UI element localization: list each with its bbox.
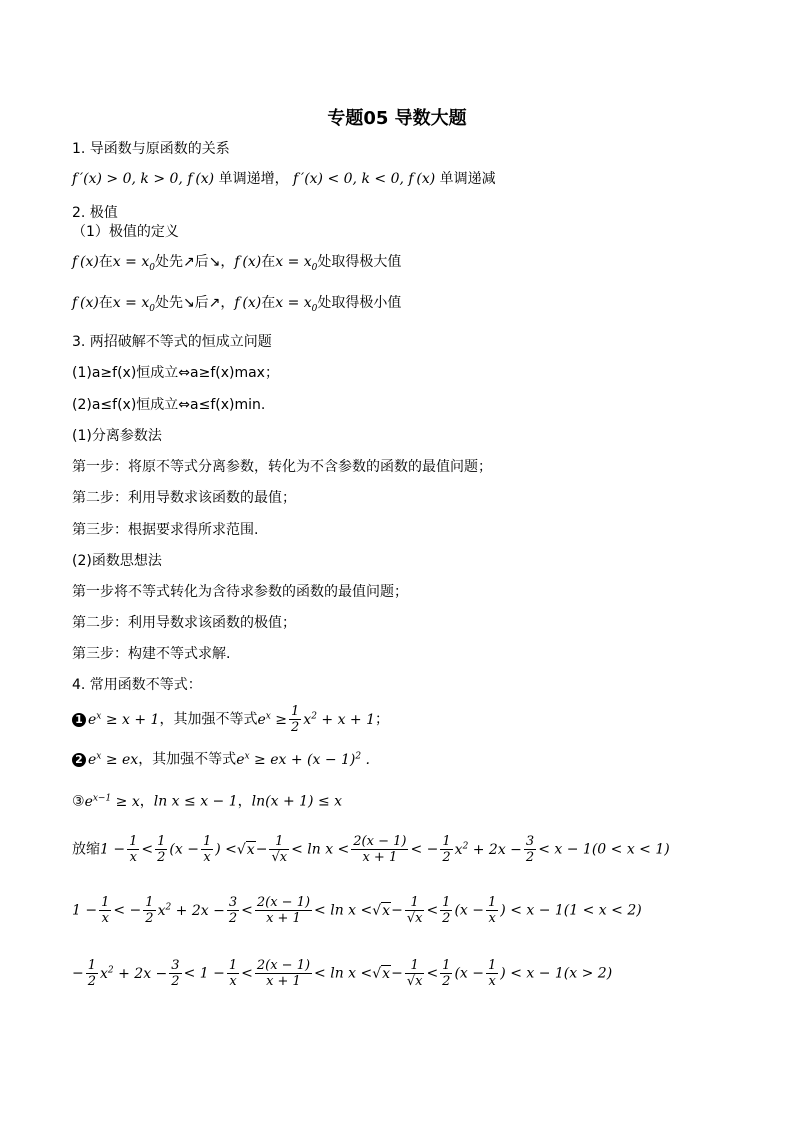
increasing-text: 单调递增， <box>218 171 289 187</box>
method-2-step-3: 第三步：构建不等式求解. <box>72 646 231 662</box>
method-1-step-3: 第三步：根据要求得所求范围. <box>72 522 259 538</box>
inequality-2-line: 2 $e^x$ ≥ ex，其加强不等式$e^x$ ≥ ex + $(x - 1)^2$ . <box>72 751 370 768</box>
extremum-definition-heading: （1）极值的定义 <box>72 224 179 240</box>
circled-number-1: 1 <box>72 713 86 727</box>
section-3-heading: 3. 两招破解不等式的恒成立问题 <box>72 334 272 350</box>
constant-case-2: (2)a≤f(x)恒成立⇔a≤f(x)min. <box>72 397 266 413</box>
formula-increasing: f ′(x) > 0, k > 0, f (x) <box>72 171 215 187</box>
page-title: 专题05 导数大题 <box>327 108 467 129</box>
method-1-heading: (1)分离参数法 <box>72 428 162 444</box>
formula-decreasing: f ′(x) < 0, k < 0, f (x) <box>293 171 436 187</box>
section-1-heading: 1. 导函数与原函数的关系 <box>72 141 230 157</box>
maximum-definition-line: f (x)在$x = x_0$处先↗后↘，f (x)在$x = x_0$处取得极大值 <box>72 254 402 273</box>
method-1-step-1: 第一步：将原不等式分离参数，转化为不含参数的函数的最值问题； <box>72 459 492 475</box>
inequality-1-line: 1 $e^x \ge x + 1$，其加强不等式$e^x$ ≥ $\frac{1}{2}$ $x^2 + x + 1$； <box>72 704 389 735</box>
decreasing-text: 单调递减 <box>439 171 496 187</box>
circled-number-2: 2 <box>72 753 86 767</box>
scaling-chain-1-2: 1 − $\frac{1}{x}$ < − $\frac{1}{2}$ $x^2 + 2x$ − $\frac{3}{2}$ < $\frac{2(x - 1)}{x + 1}$ < ln x <√x− $\frac{1}{√x}$ < $\frac{1}{2}$ (x − $\frac{1}{x}$ ) < x − 1(1 < x < 2) <box>72 895 642 926</box>
scaling-chain-gt-2: − $\frac{1}{2}$ $x^2 + 2x$ − $\frac{3}{2}$ < 1 − $\frac{1}{x}$ < $\frac{2(x - 1)}{x + 1}$ < ln x <√x− $\frac{1}{√x}$ < $\frac{1}{2}$ (x − $\frac{1}{x}$ ) < x − 1(x > 2) <box>72 958 613 989</box>
minimum-definition-line: f (x)在$x = x_0$处先↘后↗，f (x)在$x = x_0$处取得极小值 <box>72 295 402 314</box>
method-2-heading: (2)函数思想法 <box>72 553 162 569</box>
section-2-heading: 2. 极值 <box>72 205 118 221</box>
method-2-step-2: 第二步：利用导数求该函数的极值； <box>72 615 296 631</box>
section-4-heading: 4. 常用函数不等式： <box>72 677 202 693</box>
inequality-3-line: $③e^{x-1} \ge x$，ln x ≤ x − 1，ln(x + 1) ≤ x <box>72 793 343 810</box>
circled-number-3: ③ <box>72 793 85 810</box>
derivative-monotonicity-line <box>72 171 496 188</box>
method-2-step-1: 第一步将不等式转化为含待求参数的函数的最值问题； <box>72 584 408 600</box>
scaling-label: 放缩 <box>72 841 100 858</box>
method-1-step-2: 第二步：利用导数求该函数的最值； <box>72 490 296 506</box>
scaling-chain-0-1: 放缩1 − $\frac{1}{x}$ < $\frac{1}{2}$ (x − $\frac{1}{x}$ ) <√x− $\frac{1}{√x}$ < ln x < $\frac{2(x - 1)}{x + 1}$ < − $\frac{1}{2}$ $x^2 + 2x$ − $\frac{3}{2}$ < x − 1(0 < x < 1) <box>72 834 670 865</box>
constant-case-1: (1)a≥f(x)恒成立⇔a≥f(x)max； <box>72 365 279 381</box>
